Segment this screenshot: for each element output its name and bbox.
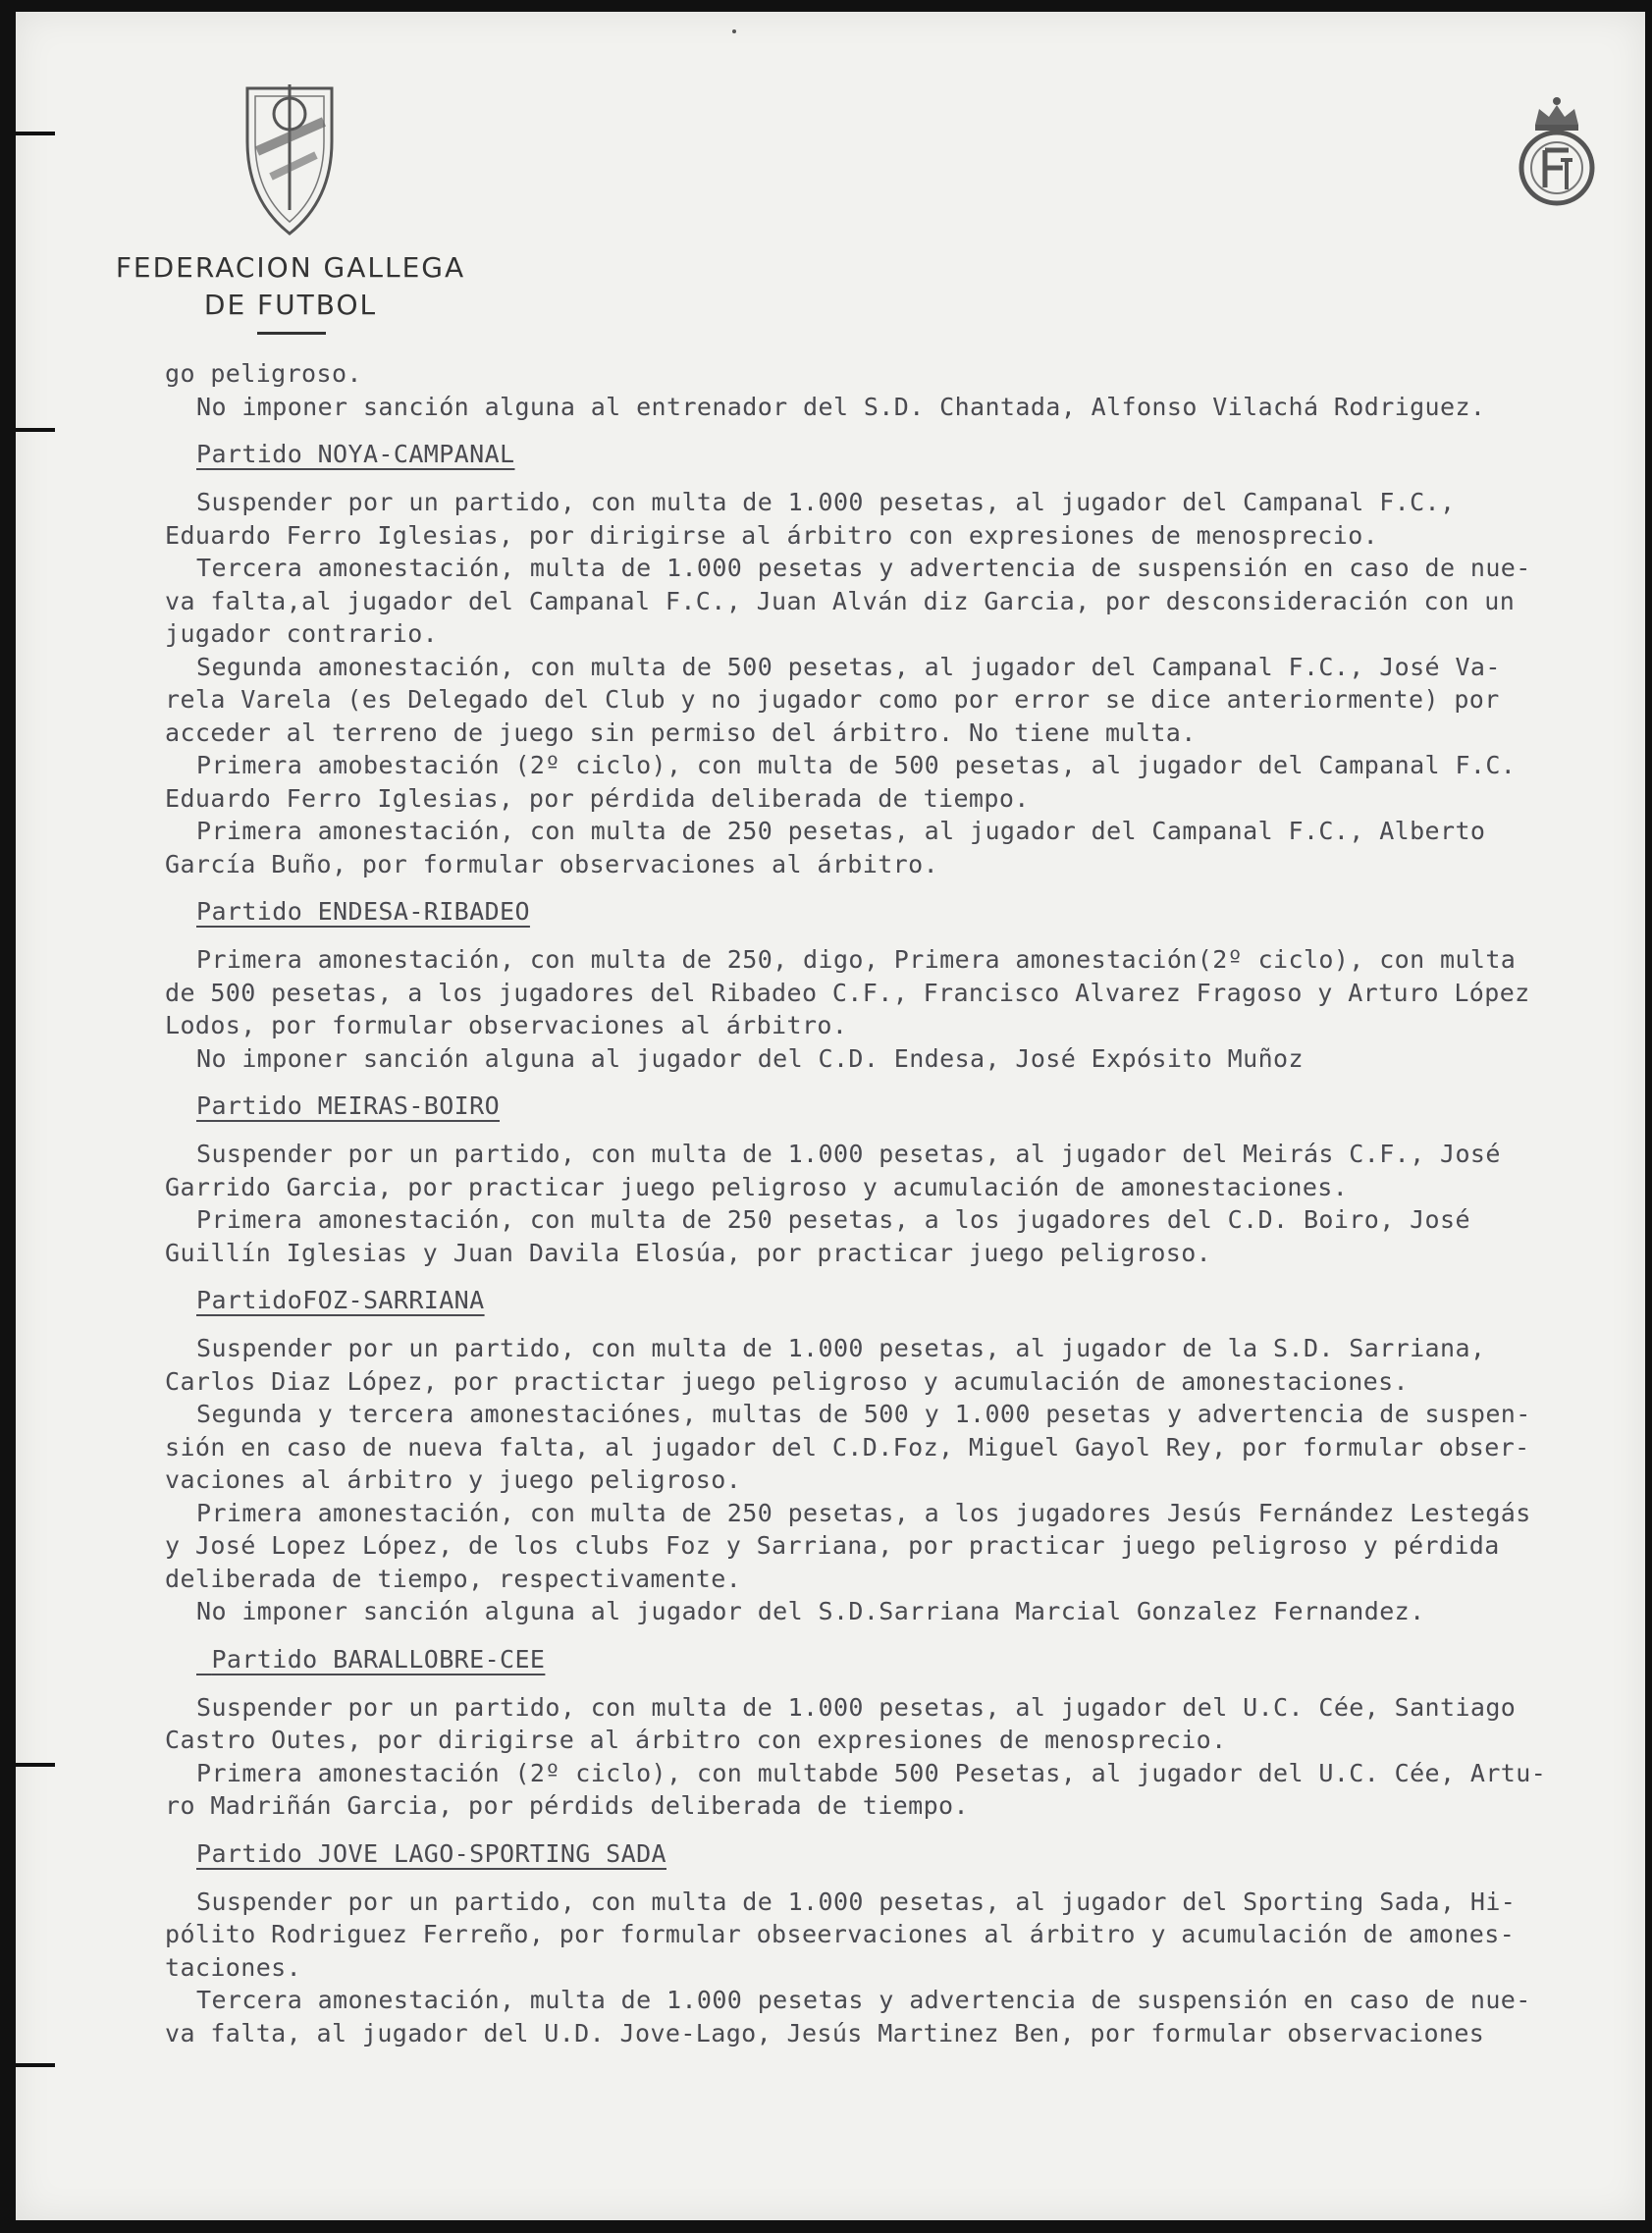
text-line: Garrido Garcia, por practicar juego peligroso y acumulación de amonestaciones. (165, 1172, 1349, 1201)
text-line: sión en caso de nueva falta, al jugador del C.D.Foz, Miguel Gayol Rey, por formular obser- (165, 1432, 1530, 1462)
text-line: Primera amonestación, con multa de 250 pesetas, al jugador del Campanal F.C., Alberto (196, 817, 1486, 845)
punch-hole-mark (16, 132, 55, 135)
text-line: jugador contrario. (165, 619, 439, 648)
org-name-line1: FEDERACION GALLEGA (115, 251, 466, 284)
text-line: No imponer sanción alguna al jugador del C.D. Endesa, José Expósito Muñoz (196, 1043, 1304, 1073)
text-line: Lodos, por formular observaciones al árbitro. (165, 1011, 848, 1039)
org-name-line2: DE FUTBOL (203, 289, 378, 321)
match-heading (165, 880, 1637, 943)
text-line: de 500 pesetas, a los jugadores del Ribadeo C.F., Francisco Alvarez Fragoso y Arturo López (165, 978, 1530, 1007)
punch-hole-mark (16, 1763, 55, 1767)
text-line: go peligroso. (165, 359, 362, 388)
text-line: acceder al terreno de juego sin permiso del árbitro. No tiene multa. (165, 718, 1197, 747)
text-line: Castro Outes, por dirigirse al árbitro con expresiones de menosprecio. (165, 1726, 1227, 1754)
text-line: Suspender por un partido, con multa de 1.000 pesetas, al jugador del Meirás C.F., José (196, 1140, 1501, 1168)
text-line: Primera amonestación (2º ciclo), con multabde 500 Pesetas, al jugador del U.C. Cée, Artu- (196, 1758, 1547, 1787)
match-heading-label: PartidoFOZ-SARRIANA (196, 1286, 485, 1314)
match-heading-label: Partido NOYA-CAMPANAL (196, 440, 515, 468)
text-line: Segunda amonestación, con multa de 500 pesetas, al jugador del Campanal F.C., José Va- (196, 652, 1501, 681)
punch-hole-mark (16, 428, 55, 432)
text-line: Tercera amonestación, multa de 1.000 pesetas y advertencia de suspensión en caso de nue- (196, 1986, 1531, 2014)
match-heading-label: Partido BARALLOBRE-CEE (196, 1644, 546, 1674)
punch-hole-mark (16, 2063, 55, 2067)
text-line: No imponer sanción alguna al entrenador del S.D. Chantada, Alfonso Vilachá Rodriguez. (196, 392, 1486, 421)
text-line: García Buño, por formular observaciones al árbitro. (165, 849, 939, 878)
text-line: No imponer sanción alguna al jugador del S.D.Sarriana Marcial Gonzalez Fernandez. (196, 1597, 1425, 1625)
text-line: Guillín Iglesias y Juan Davila Elosúa, por practicar juego peligroso. (165, 1238, 1212, 1267)
text-line: Primera amobestación (2º ciclo), con multa de 500 pesetas, al jugador del Campanal F.C. (196, 751, 1517, 779)
match-heading (165, 423, 1637, 486)
match-heading (165, 1823, 1637, 1886)
match-heading (165, 1075, 1637, 1138)
match-heading-label: Partido ENDESA-RIBADEO (196, 897, 530, 926)
text-line: deliberada de tiempo, respectivamente. (165, 1564, 742, 1593)
resolutions-body (165, 357, 1637, 2049)
text-line: taciones. (165, 1952, 302, 1982)
organization-name (75, 249, 506, 324)
text-line: Eduardo Ferro Iglesias, por dirigirse al árbitro con expresiones de menosprecio. (165, 520, 1379, 550)
paper-speck (732, 29, 736, 33)
text-line: va falta,al jugador del Campanal F.C., Juan Alván diz Garcia, por desconsideración con un (165, 586, 1516, 615)
text-line: Segunda y tercera amonestaciónes, multas de 500 y 1.000 pesetas y advertencia de suspen- (196, 1400, 1531, 1428)
text-line: rela Varela (es Delegado del Club y no jugador como por error se dice anteriormente) por (165, 685, 1500, 714)
document-page (16, 12, 1645, 2220)
federation-crest-icon (241, 82, 338, 239)
text-line: ro Madriñán Garcia, por pérdids deliberada de tiempo. (165, 1791, 969, 1820)
text-line: y José Lopez López, de los clubs Foz y Sarriana, por practicar juego peligroso y pérdida (165, 1531, 1500, 1560)
text-line: Suspender por un partido, con multa de 1.000 pesetas, al jugador del Campanal F.C., (196, 488, 1456, 516)
match-heading (165, 1628, 1637, 1691)
text-line: Primera amonestación, con multa de 250 pesetas, a los jugadores Jesús Fernández Lestegás (196, 1498, 1531, 1527)
match-heading-label: Partido JOVE LAGO-SPORTING SADA (196, 1838, 666, 1868)
text-line: va falta, al jugador del U.D. Jove-Lago, Jesús Martinez Ben, por formular observaciones (165, 2018, 1485, 2047)
text-line: pólito Rodriguez Ferreño, por formular obseervaciones al árbitro y acumulación de amones- (165, 1920, 1516, 1948)
text-line: Primera amonestación, con multa de 250 pesetas, a los jugadores del C.D. Boiro, José (196, 1205, 1470, 1234)
rfef-emblem-icon (1518, 95, 1596, 213)
text-line: Suspender por un partido, con multa de 1.000 pesetas, al jugador del U.C. Cée, Santiago (196, 1692, 1517, 1722)
text-line: Suspender por un partido, con multa de 1.000 pesetas, al jugador de la S.D. Sarriana, (196, 1334, 1486, 1362)
match-heading-label: Partido MEIRAS-BOIRO (196, 1091, 501, 1120)
letterhead-underline (257, 332, 326, 335)
text-line: Carlos Diaz López, por practictar juego peligroso y acumulación de amonestaciones. (165, 1366, 1410, 1396)
text-line: vaciones al árbitro y juego peligroso. (165, 1465, 742, 1494)
text-line: Tercera amonestación, multa de 1.000 pesetas y advertencia de suspensión en caso de nue- (196, 554, 1531, 582)
text-line: Primera amonestación, con multa de 250, digo, Primera amonestación(2º ciclo), con multa (196, 945, 1517, 974)
match-heading (165, 1269, 1637, 1332)
text-line: Eduardo Ferro Iglesias, por pérdida deliberada de tiempo. (165, 783, 1030, 813)
text-line: Suspender por un partido, con multa de 1.000 pesetas, al jugador del Sporting Sada, Hi- (196, 1887, 1517, 1916)
